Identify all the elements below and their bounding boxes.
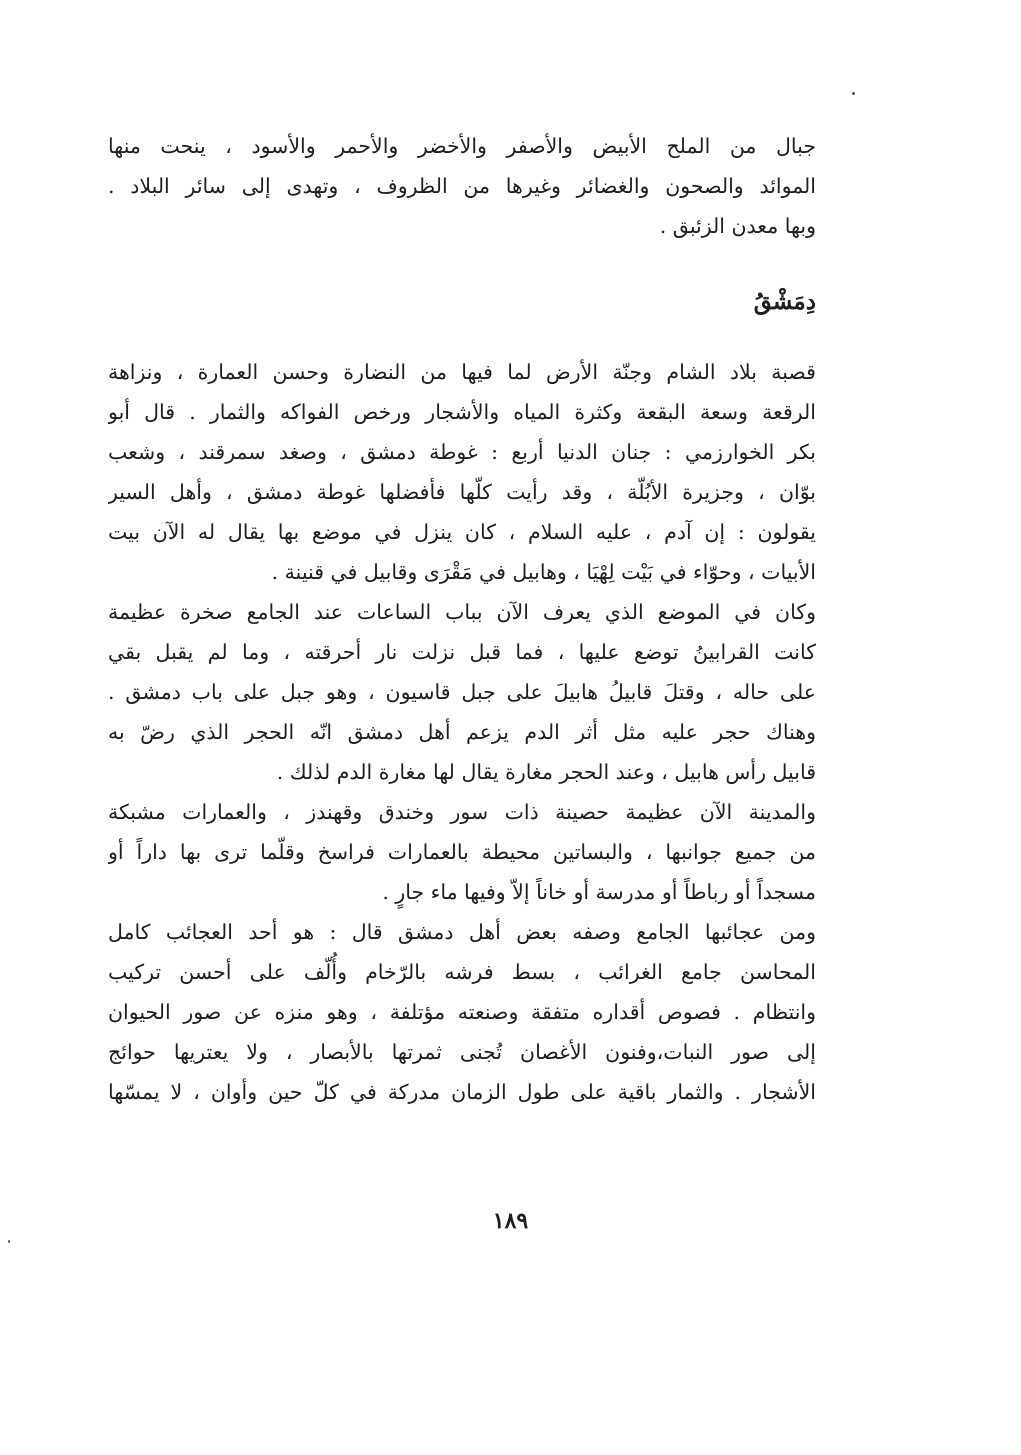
text-line: والمدينة الآن عظيمة حصينة ذات سور وخندق وقهندز ، والعمارات مشبكة [108,800,816,824]
paragraph [108,912,816,1112]
text-line: على حاله ، وقتلَ قابيلُ هابيلَ على جبل قاسيون ، وهو جبل على باب دمشق . [108,680,816,704]
main-text [108,352,816,1112]
scan-speck [852,92,855,95]
text-line: قابيل رأس هابيل ، وعند الحجر مغارة يقال لها مغارة الدم لذلك . [276,760,816,784]
text-line: جبال من الملح الأبيض والأصفر والأخضر والأحمر والأسود ، ينحت منها [108,134,816,158]
scan-speck [8,1240,10,1243]
text-line: وكان في الموضع الذي يعرف الآن بباب الساعات عند الجامع صخرة عظيمة [108,600,816,624]
text-line: إلى صور النبات،وفنون الأغصان تُجنى ثمرتها بالأبصار ، ولا يعتريها حوائج [108,1040,816,1064]
text-line: الأشجار . والثمار باقية على طول الزمان مدركة في كلّ حين وأوان ، لا يمسّها [108,1080,816,1104]
text-line: الرقعة وسعة البقعة وكثرة المياه والأشجار ورخص الفواكه والثمار . قال أبو [108,400,816,424]
text-line: قصبة بلاد الشام وجنّة الأرض لما فيها من النضارة وحسن العمارة ، ونزاهة [108,360,816,384]
text-line: من جميع جوانبها ، والبساتين محيطة بالعمارات فراسخ وقلّما ترى بها داراً أو [108,840,816,864]
text-line: مسجداً أو رباطاً أو مدرسة أو خاناً إلاّ وفيها ماء جارٍ . [382,880,816,904]
text-line: ومن عجائبها الجامع وصفه بعض أهل دمشق قال : هو أحد العجائب كامل [108,920,816,944]
text-line: بكر الخوارزمي : جنان الدنيا أربع : غوطة دمشق ، وصغد سمرقند ، وشعب [108,440,816,464]
top-paragraph [108,126,816,246]
section-heading: دِمَشْقُ [753,288,816,315]
text-line: الأبيات ، وحوّاء في بَيْت لِهْيَا ، وهابيل في مَقْرَى وقابيل في قنينة . [271,560,816,584]
text-line: الموائد والصحون والغضائر وغيرها من الظروف ، وتهدى إلى سائر البلاد . [108,174,816,198]
text-line: وهناك حجر عليه مثل أثر الدم يزعم أهل دمشق انّه الحجر الذي رضّ به [108,720,816,744]
text-line: يقولون : إن آدم ، عليه السلام ، كان ينزل في موضع بها يقال له الآن بيت [108,520,816,544]
paragraph [108,592,816,792]
page-number: ١٨٩ [492,1208,529,1234]
paragraph [108,792,816,912]
text-line: وبها معدن الزئبق . [659,214,816,238]
text-line: كانت القرابينُ توضع عليها ، فما قبل نزلت نار أحرقته ، وما لم يقبل بقي [108,640,816,664]
text-line: بوّان ، وجزيرة الأبُلّة ، وقد رأيت كلّها فأفضلها غوطة دمشق ، وأهل السير [108,480,816,504]
text-line: المحاسن جامع الغرائب ، بسط فرشه بالرّخام وأُلّف على أحسن تركيب [108,960,816,984]
text-line: وانتظام . فصوص أقداره متفقة وصنعته مؤتلفة ، وهو منزه عن صور الحيوان [108,1000,816,1024]
paragraph [108,352,816,592]
